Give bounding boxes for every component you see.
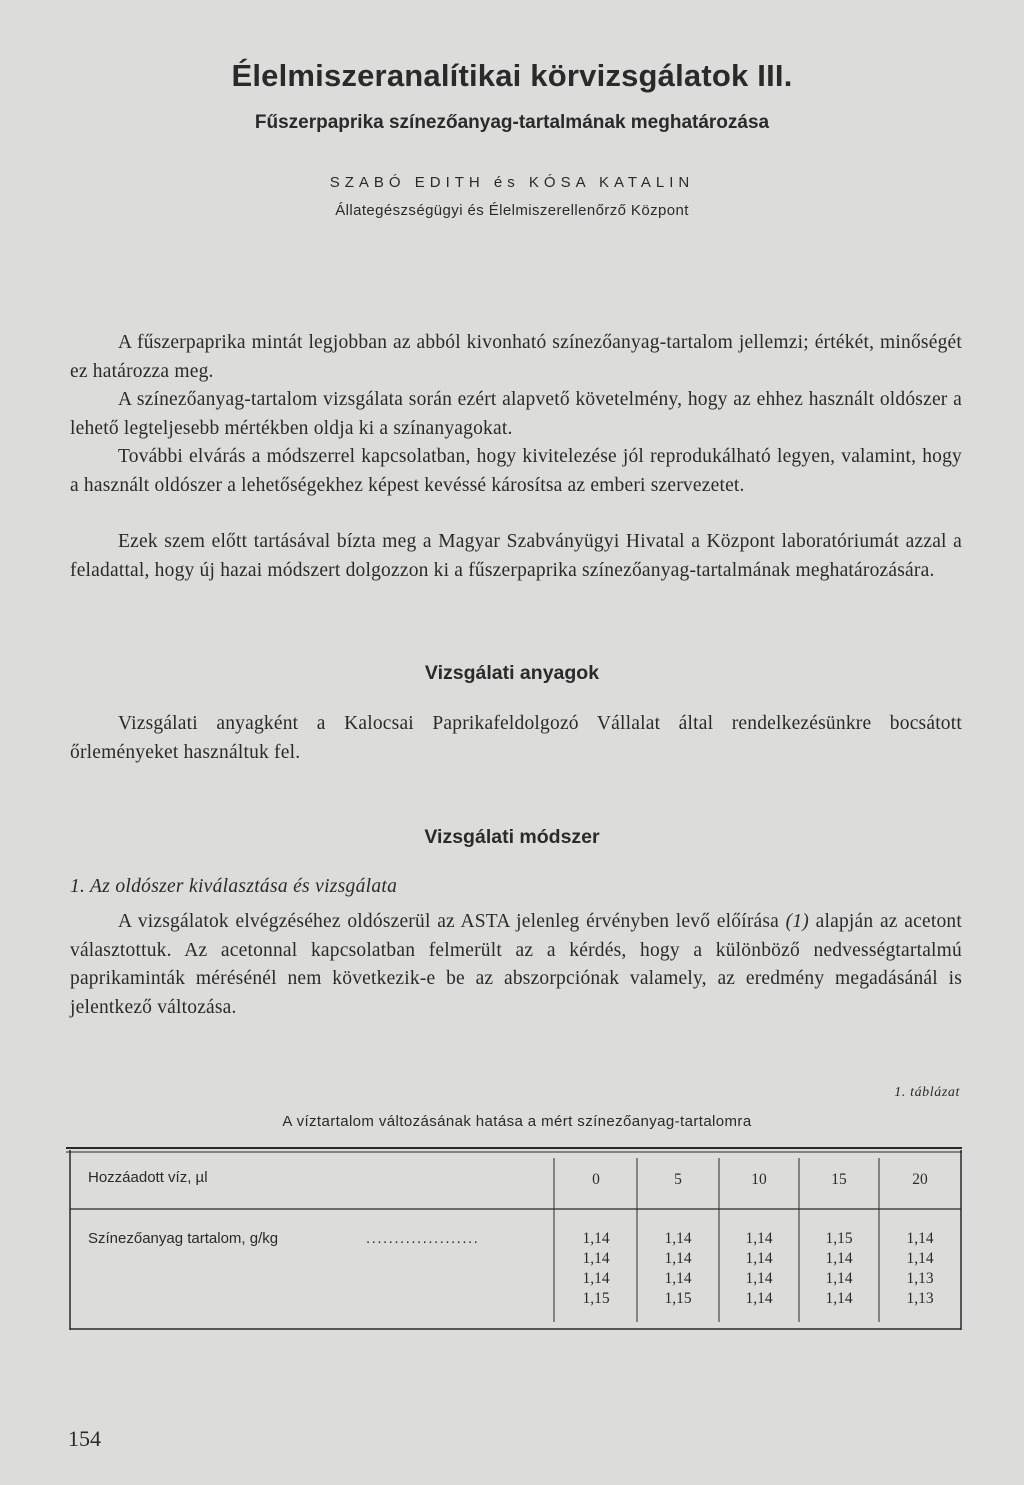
materials-paragraph: Vizsgálati anyagként a Kalocsai Paprikafeldolgozó Vállalat által rendelkezésünkre bocsátott őrleményeket használtuk fel. [70,713,962,763]
table-title: A víztartalom változásának hatása a mért színezőanyag-tartalomra [282,1113,752,1130]
intro-paragraph-3: További elvárás a módszerrel kapcsolatban, hogy kivitelezése jól reprodukálható legyen, valamint, hogy a használt oldószer a lehetőségekhez képest kevéssé károsítsa az emberi szervezetet. [70,446,962,496]
method-text-end: alapján az acetont választottuk. Az acetonnal kapcsolatban felmerült az a kérdés, hogy a különböző nedvességtartalmú paprikaminták mérésénél nem következik-e be az abszorpciónak valamely, az eredmény megadásánál is jelentkező változása. [70,911,962,1018]
table-cell: 1,15 [664,1290,692,1307]
table-label: 1. táblázat [894,1085,960,1100]
table-cell: 1,14 [906,1230,934,1247]
method-text-start: A vizsgálatok elvégzéséhez oldószerül az ASTA jelenleg érvényben levő előírása [118,911,786,932]
table-cell: 1,14 [664,1250,692,1267]
table-cell: 1,14 [745,1290,773,1307]
table-column-header: 10 [751,1171,767,1188]
table-cell: 1,14 [582,1250,610,1267]
reference-marker: (1) [785,911,809,932]
table-cell: 1,14 [664,1230,692,1247]
intro-paragraph-1: A fűszerpaprika mintát legjobban az abból kivonható színezőanyag-tartalom jellemzi; értékét, minőségét ez határozza meg. [70,332,962,382]
article-title: Élelmiszeranalítikai körvizsgálatok III. [231,58,793,93]
table-column-header: 20 [912,1171,928,1188]
table-cell: 1,14 [825,1270,853,1287]
table-column-header: 5 [674,1171,682,1188]
page-number: 154 [68,1426,101,1451]
authors: SZABÓ EDITH és KÓSA KATALIN [329,174,695,191]
section-heading-method: Vizsgálati módszer [424,826,600,848]
table-cell: 1,14 [825,1250,853,1267]
article-subtitle: Fűszerpaprika színezőanyag-tartalmának meghatározása [254,112,770,133]
table-cell: 1,14 [582,1230,610,1247]
table-cell: 1,14 [745,1270,773,1287]
table-cell: 1,14 [825,1290,853,1307]
table-leader-dots: .................... [366,1230,480,1247]
table-column-header: 0 [592,1171,600,1188]
table-cell: 1,15 [582,1290,610,1307]
table-cell: 1,15 [825,1230,853,1247]
table-cells [582,1171,933,1307]
table-cell: 1,14 [582,1270,610,1287]
table-column-header: 15 [831,1171,847,1188]
intro-paragraph-4: Ezek szem előtt tartásával bízta meg a Magyar Szabványügyi Hivatal a Központ laboratóriumát azzal a feladattal, hogy új hazai módszert dolgozzon ki a fűszerpaprika színezőanyag-tartalmának meghatározására. [70,531,962,581]
section-heading-materials: Vizsgálati anyagok [424,662,600,684]
table-cell: 1,13 [906,1290,934,1307]
affiliation: Állategészségügyi és Élelmiszerellenőrző Központ [335,202,689,219]
table-header-label: Hozzáadott víz, µl [88,1169,208,1186]
table-cell: 1,14 [745,1230,773,1247]
table-cell: 1,14 [745,1250,773,1267]
table-cell: 1,14 [664,1270,692,1287]
intro-paragraph-2: A színezőanyag-tartalom vizsgálata során ezért alapvető követelmény, hogy az ehhez használt oldószer a lehető legteljesebb mértékben oldja ki a színanyagokat. [70,389,962,439]
table-cell: 1,14 [906,1250,934,1267]
method-subheading: 1. Az oldószer kiválasztása és vizsgálata [70,876,398,897]
table-cell: 1,13 [906,1270,934,1287]
table-row-label: Színezőanyag tartalom, g/kg [88,1230,279,1247]
